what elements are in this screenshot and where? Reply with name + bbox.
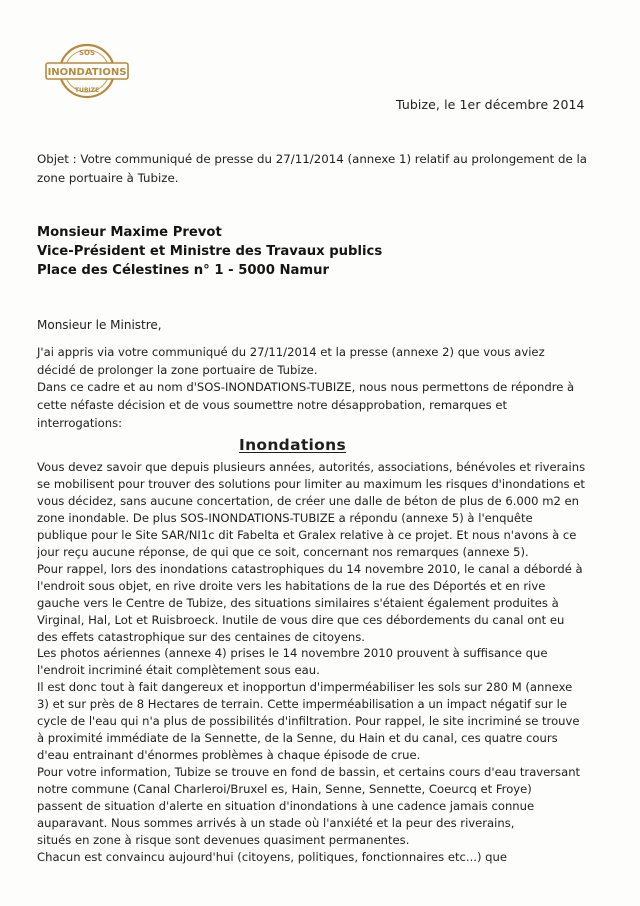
body-line: auparavant. Nous sommes arrivés à un stade où l'anxiété et la peur des riverains, <box>37 816 515 831</box>
date-line: Tubize, le 1er décembre 2014 <box>396 97 585 112</box>
body-line: zone inondable. De plus SOS-INONDATIONS-TUBIZE a répondu (annexe 5) à l'enquête <box>37 510 533 525</box>
body-line: Les photos aériennes (annexe 4) prises le 14 novembre 2010 prouvent à suffisance que <box>37 646 548 661</box>
body-line: Pour votre information, Tubize se trouve en fond de bassin, et certains cours d'eau traversant <box>37 765 581 780</box>
body-line: des effets catastrophique sur des centaines de citoyens. <box>37 629 365 644</box>
logo-main-text: INONDATIONS <box>47 67 127 78</box>
intro-line: J'ai appris via votre communiqué du 27/11/2014 et la presse (annexe 2) que vous aviez <box>37 345 545 359</box>
intro-line: cette néfaste décision et de vous soumettre notre désapprobation, remarques et <box>37 398 508 413</box>
logo-emblem <box>44 42 130 100</box>
body-line: l'endroit incriminé était complètement sous eau. <box>37 663 320 678</box>
body-line: jour reçu aucune réponse, de qui que ce soit, concernant nos remarques (annexe 5). <box>37 544 529 559</box>
body-line: passent de situation d'alerte en situation d'inondations à une cadence jamais connue <box>37 799 535 814</box>
body-line: Pour rappel, lors des inondations catastrophiques du 14 novembre 2010, le canal a débordé à <box>37 561 583 576</box>
sos-inondations-logo <box>44 42 130 100</box>
salutation: Monsieur le Ministre, <box>37 318 162 332</box>
intro-line: interrogations: <box>37 415 123 430</box>
subject-line: Objet : Votre communiqué de presse du 27/11/2014 (annexe 1) relatif au prolongement de la <box>37 152 588 166</box>
subject-line: zone portuaire à Tubize. <box>37 170 179 185</box>
recipient-title: Vice-Président et Ministre des Travaux publics <box>37 244 383 259</box>
body-line: situés en zone à risque sont devenues quasiment permanentes. <box>37 832 410 847</box>
recipient-address: Place des Célestines n° 1 - 5000 Namur <box>37 263 330 278</box>
intro-line: Dans ce cadre et au nom d'SOS-INONDATIONS-TUBIZE, nous nous permettons de répondre à <box>37 380 575 395</box>
intro-line: décidé de prolonger la zone portuaire de Tubize. <box>37 362 318 377</box>
body-paragraphs <box>37 459 617 866</box>
body-line: vous décidez, sans aucune concertation, de créer une dalle de béton de plus de 6.000 m2 en <box>37 493 580 508</box>
subject-block <box>37 150 605 187</box>
body-line: publique pour le Site SAR/NI1c dit Fabelta et Gralex relative à ce projet. Et nous n'avons à ce <box>37 527 577 542</box>
body-line: notre commune (Canal Charleroi/Bruxel es, Hain, Senne, Sennette, Coeurcq et Froye) <box>37 782 532 797</box>
body-line: cycle de l'eau qui n'a plus de possibilités d'infiltration. Pour rappel, le site incriminé se trouve <box>37 714 580 729</box>
recipient-name: Monsieur Maxime Prevot <box>37 225 222 240</box>
body-line: Chacun est convaincu aujourd'hui (citoyens, politiques, fonctionnaires etc...) que <box>37 849 508 864</box>
body-line: 3) et sur près de 8 Hectares de terrain. Cette imperméabilisation a un impact négatif sur le <box>37 697 567 712</box>
body-line: Vous devez savoir que depuis plusieurs années, autorités, associations, bénévoles et riverains <box>37 460 586 474</box>
body-line: Il est donc tout à fait dangereux et inopportun d'imperméabiliser les sols sur 280 M (annexe <box>37 680 573 695</box>
body-line: Virginal, Hal, Lot et Ruisbroeck. Inutile de vous dire que ces débordements du canal ont eu <box>37 612 565 627</box>
body-line: d'eau entrainant d'énormes problèmes à chaque épisode de crue. <box>37 748 421 763</box>
section-heading: Inondations <box>239 436 346 454</box>
body-line: l'endroit sous objet, en rive droite vers les habitations de la rue des Déportés et en rive <box>37 578 546 593</box>
body-line: à proximité immédiate de la Sennette, de la Senne, du Hain et du canal, ces quatre cours <box>37 731 558 746</box>
body-line: gauche vers le Centre de Tubize, des situations similaires s'étaient également produites à <box>37 595 559 610</box>
intro-paragraph <box>37 344 605 433</box>
recipient-block <box>37 223 605 280</box>
logo-top-text: SOS <box>78 49 96 57</box>
logo-bottom-text: TUBIZE <box>74 87 100 94</box>
body-line: se mobilisent pour trouver des solutions pour limiter au maximum les risques d'inondations et <box>37 476 585 491</box>
